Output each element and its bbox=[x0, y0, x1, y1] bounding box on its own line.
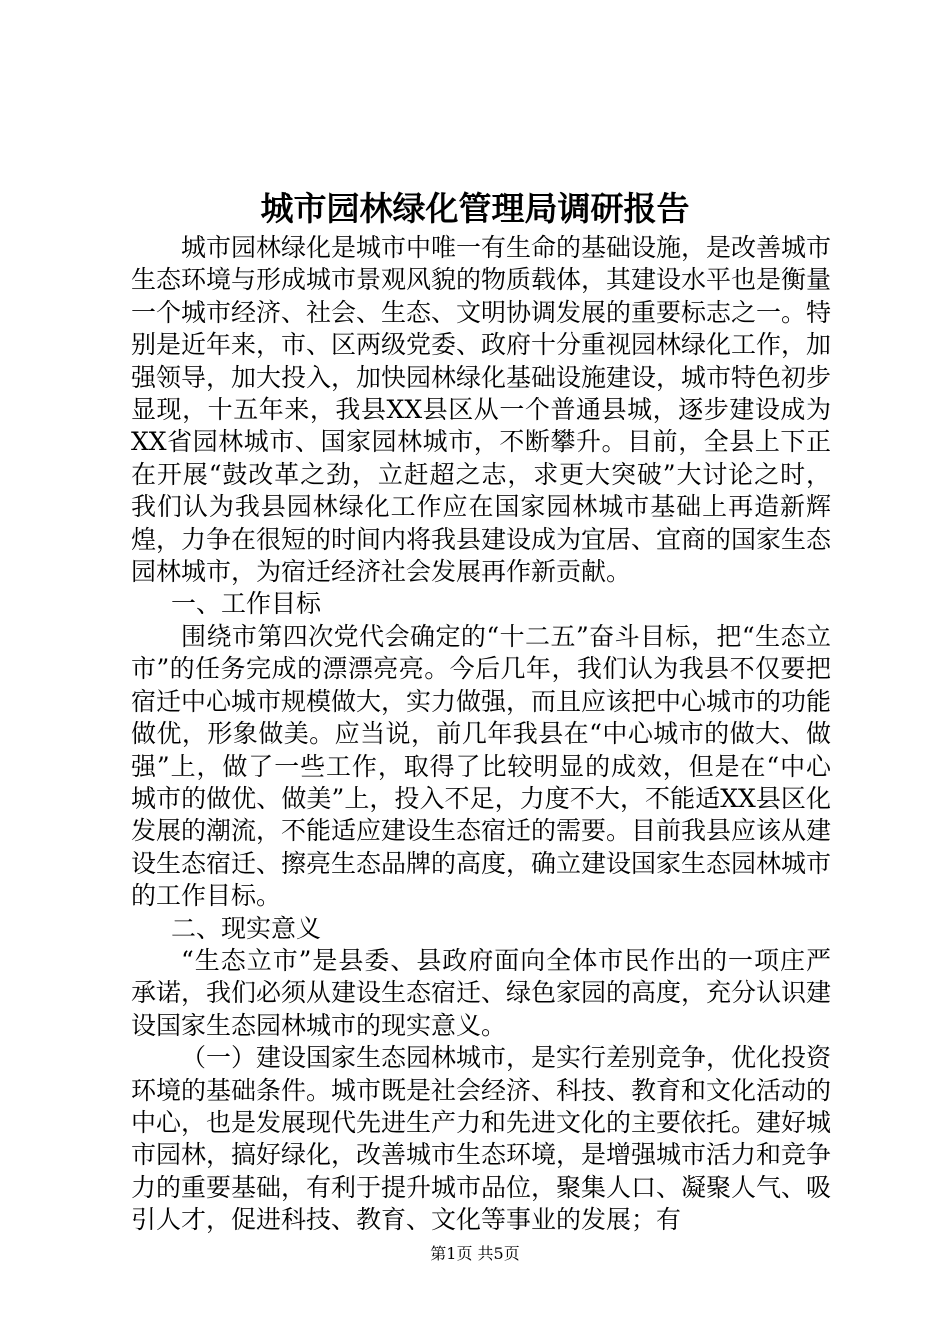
section-heading-goals: 一、工作目标 bbox=[171, 589, 322, 619]
document-title: 城市园林绿化管理局调研报告 bbox=[260, 189, 690, 228]
paragraph-significance: “生态立市”是县委、县政府面向全体市民作出的一项庄严承诺，我们必须从建设生态宿迁、绿色家园的高度，充分认识建设国家生态园林城市的现实意义。 bbox=[131, 945, 832, 1040]
paragraph-intro: 城市园林绿化是城市中唯一有生命的基础设施，是改善城市生态环境与形成城市景观风貌的物质载体，其建设水平也是衡量一个城市经济、社会、生态、文明协调发展的重要标志之一。特别是近年来，市、区两级党委、政府十分重视园林绿化工作，加强领导，加大投入，加快园林绿化基础设施建设，城市特色初步显现，十五年来，我县XX县区从一个普通县城，逐步建设成为XX省园林城市、国家园林城市，不断攀升。目前，全县上下正在开展“鼓改革之劲，立赶超之志，求更大突破”大讨论之时，我们认为我县园林绿化工作应在国家园林城市基础上再造新辉煌，力争在很短的时间内将我县建设成为宜居、宜商的国家生态园林城市，为宿迁经济社会发展再作新贡献。 bbox=[131, 233, 832, 587]
paragraph-significance-point-1: （一）建设国家生态园林城市，是实行差别竞争，优化投资环境的基础条件。城市既是社会经济、科技、教育和文化活动的中心，也是发展现代先进生产力和先进文化的主要依托。建好城市园林，搞好绿化，改善城市生态环境，是增强城市活力和竞争力的重要基础，有利于提升城市品位，聚集人口、凝聚人气、吸引人才，促进科技、教育、文化等事业的发展；有 bbox=[131, 1043, 832, 1235]
section-heading-significance: 二、现实意义 bbox=[171, 913, 322, 943]
paragraph-goals: 围绕市第四次党代会确定的“十二五”奋斗目标，把“生态立市”的任务完成的漂漂亮亮。今后几年，我们认为我县不仅要把宿迁中心城市规模做大，实力做强，而且应该把中心城市的功能做优，形象做美。应当说，前几年我县在“中心城市的做大、做强”上，做了一些工作，取得了比较明显的成效，但是在“中心城市的做优、做美”上，投入不足，力度不大，不能适XX县区化发展的潮流，不能适应建设生态宿迁的需要。目前我县应该从建设生态宿迁、擦亮生态品牌的高度，确立建设国家生态园林城市的工作目标。 bbox=[131, 621, 832, 911]
document-body bbox=[131, 232, 831, 1237]
page-footer: 第1页 共5页 bbox=[430, 1244, 520, 1263]
